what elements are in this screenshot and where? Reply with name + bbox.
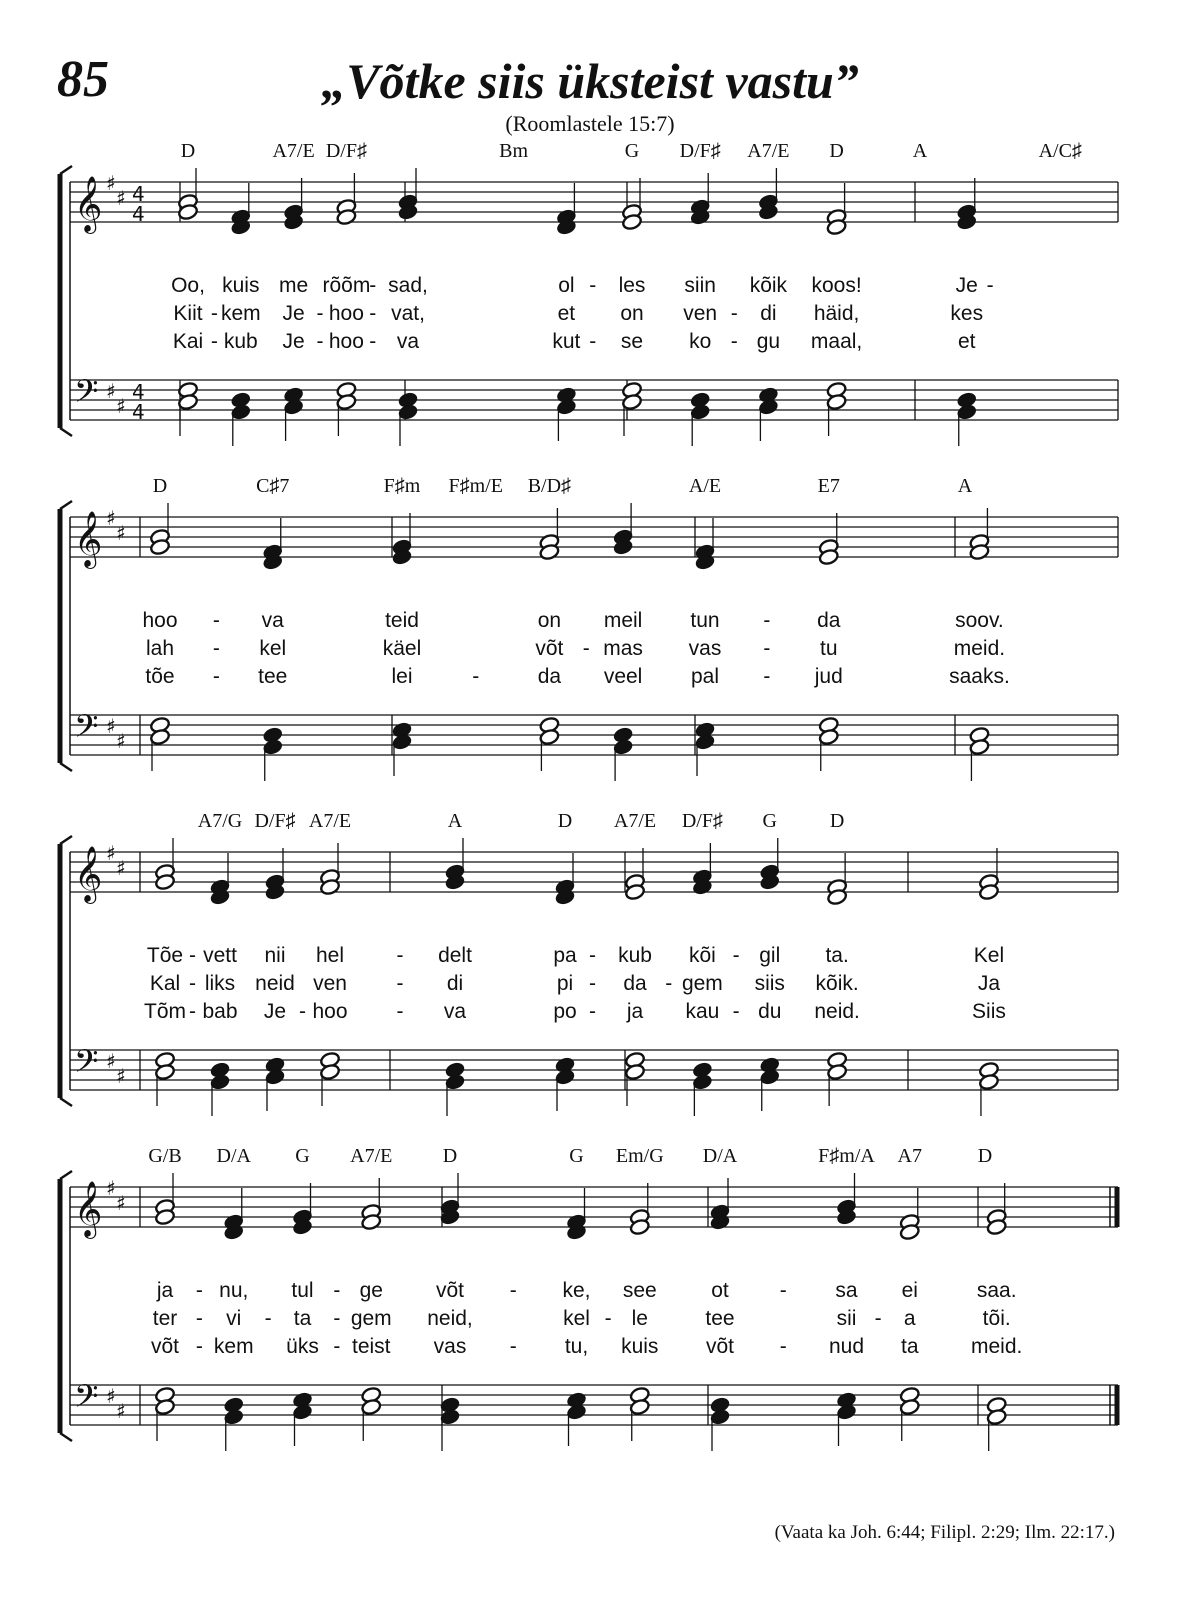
lyric-syllable: - — [195, 1307, 203, 1330]
lyric-syllable: - — [589, 330, 597, 353]
lyric-syllable: meil — [603, 609, 643, 632]
cross-references: (Vaata ka Joh. 6:44; Filipl. 2:29; Ilm. 22:17.) — [774, 1522, 1115, 1543]
lyric-syllable: Siis — [972, 1000, 1006, 1023]
sharp-f-icon: ♯ — [106, 506, 116, 530]
lyric-syllable: di — [760, 302, 777, 325]
lyric-syllable: da — [623, 972, 647, 995]
chord-symbol: A7/E — [272, 140, 315, 162]
lyric-syllable: lei — [391, 665, 413, 688]
lyric-syllable: hoo — [328, 302, 364, 325]
sharp-f-icon: ♯ — [106, 1176, 116, 1200]
lyric-syllable: me — [279, 274, 309, 297]
lyric-syllable: - — [732, 1000, 740, 1023]
lyric-syllable: nu, — [219, 1279, 249, 1302]
lyric-syllable: ja — [626, 1000, 644, 1023]
chord-symbol: A7 — [897, 1145, 922, 1167]
lyric-syllable: - — [333, 1307, 341, 1330]
lyric-syllable: ven — [683, 302, 718, 325]
lyric-syllable: käel — [382, 637, 422, 660]
sharp-c-icon: ♯ — [116, 394, 126, 418]
lyric-syllable: võt — [435, 1279, 465, 1302]
chord-symbol: A — [957, 475, 973, 497]
lyric-syllable: kau — [685, 1000, 720, 1023]
sharp-c-icon: ♯ — [116, 1191, 126, 1215]
lyric-syllable: Je — [263, 1000, 287, 1023]
lyric-syllable: kuis — [222, 274, 260, 297]
time-signature-denominator: 4 — [132, 202, 145, 226]
lyric-syllable: le — [631, 1307, 648, 1330]
chord-symbol: A7/G — [197, 810, 243, 832]
chord-symbol: D/F♯ — [681, 810, 723, 832]
lyric-syllable: - — [589, 274, 597, 297]
lyric-syllable: ol — [558, 274, 575, 297]
lyric-syllable: tee — [705, 1307, 735, 1330]
lyric-syllable: - — [195, 1279, 203, 1302]
lyric-syllable: gil — [759, 944, 781, 967]
lyric-syllable: kes — [950, 302, 984, 325]
bass-clef-icon: 𝄢 — [74, 373, 99, 417]
sharp-c-icon: ♯ — [116, 1399, 126, 1423]
chord-symbol: E7 — [817, 475, 840, 497]
bracket-top — [60, 1171, 72, 1179]
time-signature-numerator: 4 — [132, 380, 145, 404]
lyric-syllable: ke, — [562, 1279, 591, 1302]
lyric-syllable: Ja — [977, 972, 1001, 995]
lyric-syllable: - — [730, 302, 738, 325]
lyric-syllable: kõik. — [815, 972, 859, 995]
lyric-syllable: - — [396, 944, 404, 967]
lyric-syllable: - — [210, 330, 218, 353]
lyric-syllable: vas — [688, 637, 722, 660]
lyric-syllable: nii — [264, 944, 286, 967]
chord-symbol: D — [152, 475, 168, 497]
chord-symbol: A7/E — [747, 140, 790, 162]
bass-clef-icon: 𝄢 — [74, 1378, 99, 1422]
chord-symbol: B/D♯ — [527, 475, 572, 497]
lyric-syllable: va — [443, 1000, 467, 1023]
lyric-syllable: kut — [552, 330, 581, 353]
lyric-syllable: va — [396, 330, 420, 353]
lyric-syllable: - — [509, 1279, 517, 1302]
lyric-syllable: - — [189, 944, 196, 967]
chord-symbol: F♯m/A — [818, 1145, 875, 1167]
lyric-syllable: bab — [202, 1000, 238, 1023]
sharp-f-icon: ♯ — [106, 1384, 116, 1408]
lyric-syllable: Tõm — [144, 1000, 186, 1023]
chord-symbol: A — [447, 810, 463, 832]
lyric-syllable: hoo — [142, 609, 178, 632]
bracket-top — [60, 836, 72, 844]
lyric-syllable: Oo, — [171, 274, 205, 297]
lyric-syllable: Kiit — [173, 302, 203, 325]
time-signature-denominator: 4 — [132, 400, 145, 424]
lyric-syllable: maal, — [810, 330, 863, 353]
chord-symbol: D/F♯ — [254, 810, 296, 832]
lyric-syllable: - — [195, 1335, 203, 1358]
lyric-syllable: häid, — [813, 302, 860, 325]
lyric-syllable: tee — [258, 665, 288, 688]
lyric-syllable: - — [509, 1335, 517, 1358]
sharp-c-icon: ♯ — [116, 186, 126, 210]
lyric-syllable: meid. — [971, 1335, 1023, 1358]
lyric-syllable: du — [758, 1000, 782, 1023]
lyric-syllable: pi — [556, 972, 574, 995]
lyric-syllable: - — [396, 972, 404, 995]
chord-symbol: G — [624, 140, 640, 162]
chord-symbol: C♯7 — [256, 475, 290, 497]
lyric-syllable: vi — [226, 1307, 242, 1330]
lyric-syllable: les — [618, 274, 646, 297]
chord-symbol: G — [295, 1145, 310, 1167]
lyric-syllable: kel — [563, 1307, 590, 1330]
chord-symbol: F♯m/E — [448, 475, 503, 497]
lyric-syllable: - — [212, 665, 220, 688]
lyric-syllable: - — [589, 972, 596, 995]
bracket-bottom — [60, 763, 72, 771]
sharp-c-icon: ♯ — [116, 856, 126, 880]
lyric-syllable: - — [212, 637, 220, 660]
lyric-syllable: ko — [689, 330, 712, 353]
lyric-syllable: see — [622, 1279, 657, 1302]
treble-clef-icon: 𝄞 — [74, 846, 103, 902]
lyric-syllable: Kai — [172, 330, 204, 353]
lyric-syllable: vat, — [391, 302, 425, 325]
sharp-f-icon: ♯ — [106, 1049, 116, 1073]
lyric-syllable: pa — [553, 944, 577, 967]
time-signature-numerator: 4 — [132, 182, 145, 206]
lyric-syllable: - — [779, 1335, 787, 1358]
lyric-syllable: hel — [315, 944, 345, 967]
lyric-syllable: kõik — [749, 274, 788, 297]
lyric-syllable: et — [957, 330, 976, 353]
lyric-syllable: tõi. — [982, 1307, 1011, 1330]
lyric-syllable: delt — [438, 944, 472, 967]
lyric-syllable: sad, — [388, 274, 428, 297]
chord-symbol: G — [569, 1145, 584, 1167]
lyric-syllable: Je — [955, 274, 978, 297]
lyric-syllable: - — [665, 972, 673, 995]
lyric-syllable: võt — [150, 1335, 180, 1358]
sharp-c-icon: ♯ — [116, 1064, 126, 1088]
chord-symbol: D/F♯ — [325, 140, 367, 162]
lyric-syllable: ot — [711, 1279, 729, 1302]
lyric-syllable: neid — [255, 972, 295, 995]
lyric-syllable: on — [537, 609, 562, 632]
lyric-syllable: et — [557, 302, 576, 325]
sharp-f-icon: ♯ — [106, 841, 116, 865]
lyric-syllable: a — [903, 1307, 916, 1330]
song-number: 85 — [57, 51, 109, 108]
lyric-syllable: meid. — [953, 637, 1006, 660]
lyric-syllable: - — [589, 1000, 596, 1023]
lyric-syllable: ei — [901, 1279, 918, 1302]
bass-clef-icon: 𝄢 — [74, 1043, 99, 1087]
lyric-syllable: liks — [204, 972, 236, 995]
lyric-syllable: - — [874, 1307, 882, 1330]
sharp-c-icon: ♯ — [116, 521, 126, 545]
lyric-syllable: saaks. — [949, 665, 1010, 688]
lyric-syllable: - — [189, 972, 196, 995]
lyric-syllable: mas — [603, 637, 643, 660]
chord-symbol: A7/E — [350, 1145, 393, 1167]
lyric-syllable: kub — [618, 944, 652, 967]
chord-symbol: A/C♯ — [1038, 140, 1082, 162]
lyric-syllable: - — [986, 274, 994, 297]
lyric-syllable: veel — [603, 665, 643, 688]
chord-symbol: D — [180, 140, 196, 162]
chord-symbol: A7/E — [308, 810, 352, 832]
chord-symbol: D/F♯ — [679, 140, 721, 162]
bracket-bottom — [60, 1098, 72, 1106]
sharp-c-icon: ♯ — [116, 729, 126, 753]
lyric-syllable: sa — [835, 1279, 858, 1302]
bracket-bottom — [60, 428, 72, 436]
lyric-syllable: vas — [433, 1335, 467, 1358]
lyric-syllable: - — [604, 1307, 612, 1330]
lyric-syllable: kub — [223, 330, 258, 353]
lyric-syllable: võt — [705, 1335, 735, 1358]
lyric-syllable: rõõm — [322, 274, 371, 297]
lyric-syllable: koos! — [811, 274, 862, 297]
lyric-syllable: kuis — [621, 1335, 659, 1358]
lyric-syllable: kem — [220, 302, 261, 325]
lyric-syllable: - — [763, 665, 771, 688]
lyric-syllable: saa. — [976, 1279, 1017, 1302]
lyric-syllable: - — [582, 637, 590, 660]
lyric-syllable: Kel — [973, 944, 1005, 967]
scripture-reference: (Roomlastele 15:7) — [505, 111, 675, 136]
bracket-top — [60, 501, 72, 509]
chord-symbol: D/A — [702, 1145, 738, 1167]
lyric-syllable: soov. — [955, 609, 1004, 632]
lyric-syllable: gu — [756, 330, 781, 353]
lyric-syllable: va — [261, 609, 284, 632]
chord-symbol: D — [829, 810, 845, 832]
chord-symbol: F♯m — [383, 475, 421, 497]
lyric-syllable: pal — [690, 665, 720, 688]
lyric-syllable: kel — [259, 637, 287, 660]
chord-symbol: A/E — [688, 475, 722, 497]
chord-symbol: G — [762, 810, 777, 832]
lyric-syllable: tõe — [145, 665, 175, 688]
lyric-syllable: - — [779, 1279, 787, 1302]
lyric-syllable: - — [369, 302, 377, 325]
lyric-syllable: - — [396, 1000, 404, 1023]
lyric-syllable: - — [763, 609, 771, 632]
lyric-syllable: di — [446, 972, 464, 995]
lyric-syllable: gem — [681, 972, 723, 995]
bass-clef-icon: 𝄢 — [74, 708, 99, 752]
lyric-syllable: - — [299, 1000, 306, 1023]
lyric-syllable: da — [817, 609, 841, 632]
lyric-syllable: - — [316, 330, 324, 353]
lyric-syllable: - — [369, 330, 377, 353]
chord-symbol: Bm — [499, 140, 529, 162]
lyric-syllable: - — [763, 637, 771, 660]
lyric-syllable: teid — [385, 609, 419, 632]
lyric-syllable: ven — [313, 972, 347, 995]
treble-clef-icon: 𝄞 — [74, 1181, 103, 1237]
lyric-syllable: Je — [282, 302, 305, 325]
chord-symbol: D — [442, 1145, 458, 1167]
bracket-top — [60, 166, 72, 174]
lyric-syllable: lah — [145, 637, 175, 660]
lyric-syllable: vett — [203, 944, 237, 967]
lyric-syllable: tul — [291, 1279, 314, 1302]
lyric-syllable: Kal — [149, 972, 181, 995]
lyric-syllable: nud — [828, 1335, 865, 1358]
lyric-syllable: Je — [282, 330, 305, 353]
lyric-syllable: kõi — [688, 944, 716, 967]
treble-clef-icon: 𝄞 — [74, 176, 103, 232]
lyric-syllable: siin — [684, 274, 716, 297]
sharp-f-icon: ♯ — [106, 379, 116, 403]
lyric-syllable: tu, — [564, 1335, 589, 1358]
lyric-syllable: - — [732, 944, 740, 967]
chord-symbol: A — [912, 140, 928, 162]
lyric-syllable: se — [620, 330, 644, 353]
lyric-syllable: - — [730, 330, 738, 353]
lyric-syllable: - — [333, 1335, 341, 1358]
lyric-syllable: üks — [286, 1335, 319, 1358]
lyric-syllable: tun — [690, 609, 720, 632]
lyric-syllable: Tõe — [146, 944, 184, 967]
lyric-syllable: - — [472, 665, 480, 688]
lyric-syllable: ta — [900, 1335, 919, 1358]
chord-symbol: G/B — [148, 1145, 182, 1167]
chord-symbol: A7/E — [613, 810, 657, 832]
lyric-syllable: - — [316, 302, 324, 325]
chord-symbol: D — [977, 1145, 993, 1167]
lyric-syllable: hoo — [312, 1000, 348, 1023]
lyric-syllable: ta. — [825, 944, 849, 967]
lyric-syllable: on — [620, 302, 644, 325]
chord-symbol: D/A — [216, 1145, 251, 1167]
lyric-syllable: ta — [293, 1307, 312, 1330]
lyric-syllable: ter — [152, 1307, 178, 1330]
lyric-syllable: - — [210, 302, 218, 325]
sharp-f-icon: ♯ — [106, 171, 116, 195]
lyric-syllable: võt — [535, 637, 564, 660]
lyric-syllable: neid. — [814, 1000, 860, 1023]
lyric-syllable: teist — [351, 1335, 391, 1358]
lyric-syllable: ja — [156, 1279, 174, 1302]
chord-symbol: D — [557, 810, 573, 832]
lyric-syllable: - — [589, 944, 596, 967]
lyric-syllable: - — [189, 1000, 196, 1023]
lyric-syllable: - — [212, 609, 220, 632]
lyric-syllable: - — [369, 274, 377, 297]
lyric-syllable: neid, — [427, 1307, 473, 1330]
chord-symbol: D — [829, 140, 844, 162]
lyric-syllable: ge — [359, 1279, 383, 1302]
song-title: „Võtke siis üksteist vastu” — [321, 53, 859, 109]
lyric-syllable: po — [553, 1000, 577, 1023]
lyric-syllable: - — [333, 1279, 341, 1302]
lyric-syllable: hoo — [328, 330, 364, 353]
lyric-syllable: sii — [836, 1307, 857, 1330]
lyric-syllable: da — [537, 665, 562, 688]
lyric-syllable: jud — [814, 665, 843, 688]
treble-clef-icon: 𝄞 — [74, 511, 103, 567]
lyric-syllable: kem — [213, 1335, 254, 1358]
bracket-bottom — [60, 1433, 72, 1441]
lyric-syllable: tu — [819, 637, 838, 660]
lyric-syllable: - — [264, 1307, 272, 1330]
lyric-syllable: gem — [350, 1307, 392, 1330]
sharp-f-icon: ♯ — [106, 714, 116, 738]
lyric-syllable: siis — [754, 972, 785, 995]
chord-symbol: Em/G — [615, 1145, 664, 1167]
